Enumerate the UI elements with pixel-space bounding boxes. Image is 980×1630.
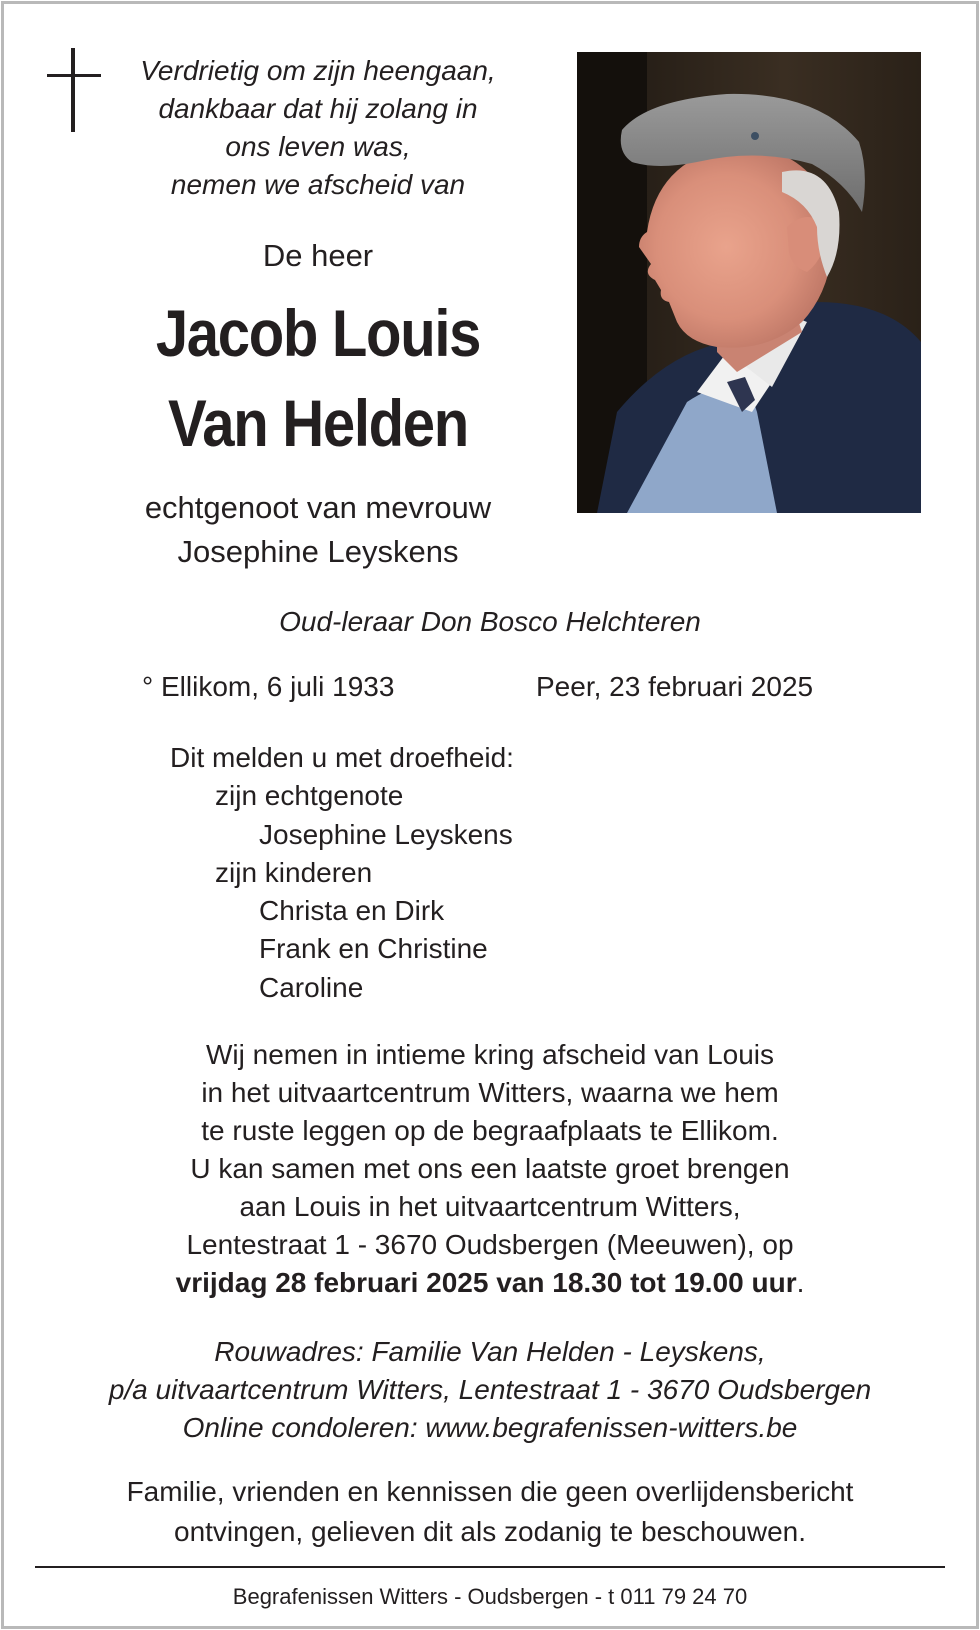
spouse-line-2: Josephine Leyskens [177,534,459,569]
child-entry: Frank en Christine [259,933,488,965]
spouse-label: zijn echtgenote [215,780,404,812]
notice-line: Familie, vrienden en kennissen die geen overlijdensbericht [126,1476,854,1507]
ceremony-line: Wij nemen in intieme kring afscheid van Louis [205,1039,775,1070]
portrait-photo [577,52,921,513]
profession: Oud-leraar Don Bosco Helchteren [279,606,701,637]
name-line-1: Jacob Louis [155,296,481,370]
ceremony-line: Lentestraat 1 - 3670 Oudsbergen (Meeuwen), op [186,1229,794,1260]
address-line: Rouwadres: Familie Van Helden - Leyskens, [214,1336,766,1367]
address-line: p/a uitvaartcentrum Witters, Lentestraat 1 - 3670 Oudsbergen [108,1374,872,1405]
ceremony-line: aan Louis in het uitvaartcentrum Witters, [239,1191,741,1222]
ceremony-date: vrijdag 28 februari 2025 van 18.30 tot 19.00 uur [175,1267,797,1298]
spouse-name: Josephine Leyskens [259,818,513,850]
ceremony-date-line [0,1264,980,1302]
spouse-line-1: echtgenoot van mevrouw [144,490,492,525]
announce-heading: Dit melden u met droefheid: [170,742,514,773]
name-line-2: Van Helden [168,386,468,460]
intro-line: ons leven was, [225,131,411,162]
birth-info: ° Ellikom, 6 juli 1933 [142,671,395,702]
salutation: De heer [262,238,374,273]
ceremony-line: in het uitvaartcentrum Witters, waarna we hem [201,1077,779,1108]
spouse-mention [100,486,536,574]
ceremony-line: te ruste leggen op de begraafplaats te Ellikom. [201,1115,779,1146]
mourning-address [0,1333,980,1447]
notice-line: ontvingen, gelieven dit als zodanig te beschouwen. [174,1516,806,1547]
intro-line: dankbaar dat hij zolang in [158,93,478,124]
ceremony-text [0,1036,980,1302]
intro-line: nemen we afscheid van [170,169,466,200]
child-entry: Caroline [259,971,364,1003]
ceremony-line: U kan samen met ons een laatste groet brengen [190,1153,790,1184]
children-label: zijn kinderen [215,856,373,888]
child-entry: Christa en Dirk [259,895,445,927]
notice-text [0,1472,980,1552]
footer-funeral-home: Begrafenissen Witters - Oudsbergen - t 011 79 24 70 [232,1584,748,1609]
deceased-name [126,288,510,468]
intro-text [100,52,536,204]
death-info: Peer, 23 februari 2025 [536,671,814,702]
ceremony-period: . [796,1267,805,1298]
family-announcement [170,739,514,1007]
footer-divider [35,1566,945,1568]
condolence-link[interactable]: Online condoleren: www.begrafenissen-witters.be [182,1412,798,1443]
intro-line: Verdrietig om zijn heengaan, [140,55,496,86]
